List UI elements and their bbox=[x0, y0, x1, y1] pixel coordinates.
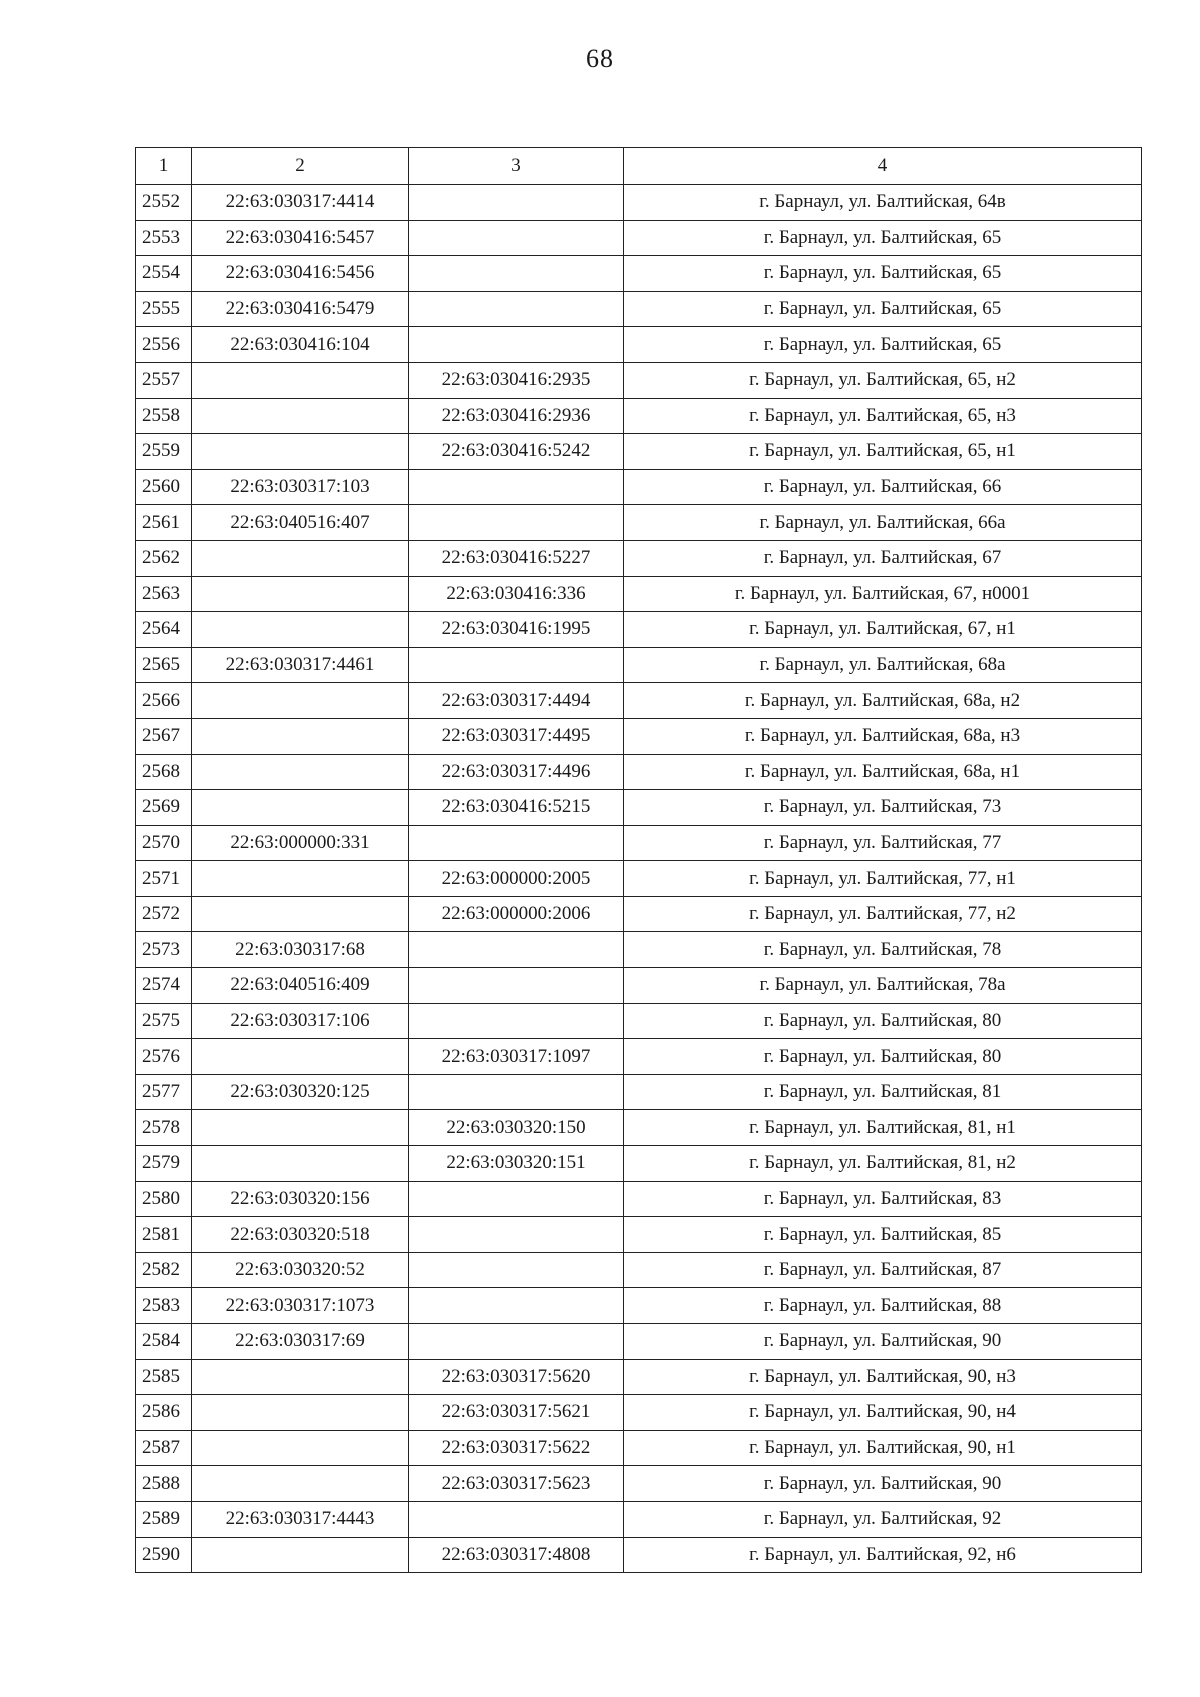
address-cell: г. Барнаул, ул. Балтийская, 90, н3 bbox=[624, 1359, 1142, 1395]
row-number-cell: 2566 bbox=[136, 683, 192, 719]
address-cell: г. Барнаул, ул. Балтийская, 87 bbox=[624, 1252, 1142, 1288]
page-number: 68 bbox=[586, 44, 614, 73]
cadastral-number-secondary-cell bbox=[409, 647, 624, 683]
cadastral-number-secondary-cell: 22:63:030416:2936 bbox=[409, 398, 624, 434]
cadastral-number-secondary-cell bbox=[409, 825, 624, 861]
cadastral-number-secondary-cell bbox=[409, 968, 624, 1004]
row-number-cell: 2561 bbox=[136, 505, 192, 541]
row-number-cell: 2569 bbox=[136, 790, 192, 826]
table-row bbox=[136, 398, 1142, 434]
cadastral-number-cell bbox=[192, 1466, 409, 1502]
address-cell: г. Барнаул, ул. Балтийская, 77 bbox=[624, 825, 1142, 861]
cadastral-number-cell bbox=[192, 1110, 409, 1146]
cadastral-number-cell bbox=[192, 398, 409, 434]
address-cell: г. Барнаул, ул. Балтийская, 65 bbox=[624, 256, 1142, 292]
table-row bbox=[136, 576, 1142, 612]
cadastral-number-cell bbox=[192, 790, 409, 826]
address-cell: г. Барнаул, ул. Балтийская, 78а bbox=[624, 968, 1142, 1004]
cadastral-number-cell bbox=[192, 718, 409, 754]
cadastral-number-secondary-cell: 22:63:030317:1097 bbox=[409, 1039, 624, 1075]
table-row bbox=[136, 1395, 1142, 1431]
cadastral-number-cell: 22:63:030416:104 bbox=[192, 327, 409, 363]
row-number-cell: 2568 bbox=[136, 754, 192, 790]
row-number-cell: 2572 bbox=[136, 896, 192, 932]
row-number-cell: 2585 bbox=[136, 1359, 192, 1395]
cadastral-number-cell bbox=[192, 683, 409, 719]
cadastral-number-secondary-cell bbox=[409, 1003, 624, 1039]
cadastral-number-secondary-cell bbox=[409, 1252, 624, 1288]
row-number-cell: 2559 bbox=[136, 434, 192, 470]
address-cell: г. Барнаул, ул. Балтийская, 77, н1 bbox=[624, 861, 1142, 897]
cadastral-number-cell bbox=[192, 362, 409, 398]
row-number-cell: 2580 bbox=[136, 1181, 192, 1217]
address-cell: г. Барнаул, ул. Балтийская, 65, н2 bbox=[624, 362, 1142, 398]
cadastral-number-cell: 22:63:030317:106 bbox=[192, 1003, 409, 1039]
row-number-cell: 2578 bbox=[136, 1110, 192, 1146]
table-row bbox=[136, 469, 1142, 505]
cadastral-number-cell: 22:63:030320:125 bbox=[192, 1074, 409, 1110]
table-row bbox=[136, 1430, 1142, 1466]
cadastral-number-cell: 22:63:030317:69 bbox=[192, 1324, 409, 1360]
cadastral-number-secondary-cell bbox=[409, 1217, 624, 1253]
table-row bbox=[136, 896, 1142, 932]
row-number-cell: 2584 bbox=[136, 1324, 192, 1360]
cadastral-number-secondary-cell: 22:63:030416:336 bbox=[409, 576, 624, 612]
cadastral-number-cell bbox=[192, 1430, 409, 1466]
table-row bbox=[136, 861, 1142, 897]
table-row bbox=[136, 1466, 1142, 1502]
cadastral-number-cell: 22:63:030320:156 bbox=[192, 1181, 409, 1217]
cadastral-number-cell: 22:63:030317:68 bbox=[192, 932, 409, 968]
table-row bbox=[136, 1217, 1142, 1253]
cadastral-number-secondary-cell: 22:63:030416:5227 bbox=[409, 540, 624, 576]
cadastral-number-cell: 22:63:030317:103 bbox=[192, 469, 409, 505]
address-cell: г. Барнаул, ул. Балтийская, 78 bbox=[624, 932, 1142, 968]
row-number-cell: 2586 bbox=[136, 1395, 192, 1431]
cadastral-number-secondary-cell bbox=[409, 1324, 624, 1360]
table-row bbox=[136, 1537, 1142, 1573]
table-row bbox=[136, 362, 1142, 398]
cadastral-number-cell bbox=[192, 1359, 409, 1395]
address-cell: г. Барнаул, ул. Балтийская, 81 bbox=[624, 1074, 1142, 1110]
table-row bbox=[136, 505, 1142, 541]
row-number-cell: 2552 bbox=[136, 185, 192, 221]
table-row bbox=[136, 754, 1142, 790]
row-number-cell: 2573 bbox=[136, 932, 192, 968]
cadastral-number-cell bbox=[192, 861, 409, 897]
document-table bbox=[135, 147, 1142, 1573]
cadastral-number-cell bbox=[192, 434, 409, 470]
table-row bbox=[136, 1359, 1142, 1395]
cadastral-number-secondary-cell: 22:63:030317:5623 bbox=[409, 1466, 624, 1502]
address-cell: г. Барнаул, ул. Балтийская, 65, н3 bbox=[624, 398, 1142, 434]
row-number-cell: 2556 bbox=[136, 327, 192, 363]
cadastral-number-secondary-cell bbox=[409, 256, 624, 292]
row-number-cell: 2564 bbox=[136, 612, 192, 648]
cadastral-number-secondary-cell: 22:63:030317:4496 bbox=[409, 754, 624, 790]
cadastral-number-cell: 22:63:030317:4443 bbox=[192, 1501, 409, 1537]
cadastral-number-cell: 22:63:030317:1073 bbox=[192, 1288, 409, 1324]
address-cell: г. Барнаул, ул. Балтийская, 68а, н1 bbox=[624, 754, 1142, 790]
cadastral-number-cell bbox=[192, 1395, 409, 1431]
cadastral-number-cell: 22:63:030416:5479 bbox=[192, 291, 409, 327]
row-number-cell: 2587 bbox=[136, 1430, 192, 1466]
table-row bbox=[136, 932, 1142, 968]
table-row bbox=[136, 1003, 1142, 1039]
table-row bbox=[136, 1181, 1142, 1217]
cadastral-number-secondary-cell: 22:63:030317:5621 bbox=[409, 1395, 624, 1431]
address-cell: г. Барнаул, ул. Балтийская, 66а bbox=[624, 505, 1142, 541]
address-cell: г. Барнаул, ул. Балтийская, 90, н1 bbox=[624, 1430, 1142, 1466]
row-number-cell: 2571 bbox=[136, 861, 192, 897]
table-row bbox=[136, 647, 1142, 683]
cadastral-number-cell bbox=[192, 1039, 409, 1075]
cadastral-number-secondary-cell: 22:63:000000:2005 bbox=[409, 861, 624, 897]
address-cell: г. Барнаул, ул. Балтийская, 81, н2 bbox=[624, 1146, 1142, 1182]
address-cell: г. Барнаул, ул. Балтийская, 68а bbox=[624, 647, 1142, 683]
table-row bbox=[136, 540, 1142, 576]
cadastral-number-secondary-cell bbox=[409, 1181, 624, 1217]
table-body bbox=[136, 185, 1142, 1573]
table-header-row bbox=[136, 148, 1142, 185]
table-row bbox=[136, 1324, 1142, 1360]
cadastral-number-secondary-cell: 22:63:030320:151 bbox=[409, 1146, 624, 1182]
cadastral-number-cell bbox=[192, 1537, 409, 1573]
table-row bbox=[136, 790, 1142, 826]
cadastral-number-cell: 22:63:030320:518 bbox=[192, 1217, 409, 1253]
cadastral-number-secondary-cell bbox=[409, 327, 624, 363]
cadastral-number-cell bbox=[192, 612, 409, 648]
row-number-cell: 2590 bbox=[136, 1537, 192, 1573]
cadastral-number-cell: 22:63:030416:5457 bbox=[192, 220, 409, 256]
cadastral-number-secondary-cell: 22:63:030320:150 bbox=[409, 1110, 624, 1146]
table-row bbox=[136, 1146, 1142, 1182]
table-row bbox=[136, 612, 1142, 648]
cadastral-number-secondary-cell bbox=[409, 1501, 624, 1537]
row-number-cell: 2577 bbox=[136, 1074, 192, 1110]
address-cell: г. Барнаул, ул. Балтийская, 80 bbox=[624, 1039, 1142, 1075]
cadastral-number-secondary-cell: 22:63:030317:4494 bbox=[409, 683, 624, 719]
row-number-cell: 2555 bbox=[136, 291, 192, 327]
address-cell: г. Барнаул, ул. Балтийская, 81, н1 bbox=[624, 1110, 1142, 1146]
address-cell: г. Барнаул, ул. Балтийская, 66 bbox=[624, 469, 1142, 505]
table-row bbox=[136, 220, 1142, 256]
cadastral-number-secondary-cell: 22:63:030317:4495 bbox=[409, 718, 624, 754]
cadastral-number-cell bbox=[192, 576, 409, 612]
table-row bbox=[136, 1074, 1142, 1110]
column-header-3: 3 bbox=[409, 148, 624, 185]
cadastral-number-secondary-cell bbox=[409, 220, 624, 256]
table-row bbox=[136, 718, 1142, 754]
cadastral-number-cell: 22:63:040516:407 bbox=[192, 505, 409, 541]
cadastral-number-secondary-cell: 22:63:030416:5242 bbox=[409, 434, 624, 470]
cadastral-number-cell: 22:63:030317:4414 bbox=[192, 185, 409, 221]
address-cell: г. Барнаул, ул. Балтийская, 92, н6 bbox=[624, 1537, 1142, 1573]
cadastral-number-secondary-cell bbox=[409, 185, 624, 221]
row-number-cell: 2565 bbox=[136, 647, 192, 683]
row-number-cell: 2558 bbox=[136, 398, 192, 434]
cadastral-number-secondary-cell: 22:63:030317:4808 bbox=[409, 1537, 624, 1573]
cadastral-number-secondary-cell bbox=[409, 1074, 624, 1110]
table-row bbox=[136, 1039, 1142, 1075]
row-number-cell: 2563 bbox=[136, 576, 192, 612]
row-number-cell: 2557 bbox=[136, 362, 192, 398]
column-header-4: 4 bbox=[624, 148, 1142, 185]
address-cell: г. Барнаул, ул. Балтийская, 92 bbox=[624, 1501, 1142, 1537]
row-number-cell: 2582 bbox=[136, 1252, 192, 1288]
row-number-cell: 2588 bbox=[136, 1466, 192, 1502]
row-number-cell: 2583 bbox=[136, 1288, 192, 1324]
cadastral-number-secondary-cell: 22:63:030317:5622 bbox=[409, 1430, 624, 1466]
cadastral-number-secondary-cell bbox=[409, 1288, 624, 1324]
table-row bbox=[136, 968, 1142, 1004]
row-number-cell: 2579 bbox=[136, 1146, 192, 1182]
table-row bbox=[136, 434, 1142, 470]
address-cell: г. Барнаул, ул. Балтийская, 90 bbox=[624, 1324, 1142, 1360]
address-cell: г. Барнаул, ул. Балтийская, 68а, н2 bbox=[624, 683, 1142, 719]
cadastral-number-cell: 22:63:030416:5456 bbox=[192, 256, 409, 292]
row-number-cell: 2570 bbox=[136, 825, 192, 861]
row-number-cell: 2554 bbox=[136, 256, 192, 292]
address-cell: г. Барнаул, ул. Балтийская, 65 bbox=[624, 327, 1142, 363]
address-cell: г. Барнаул, ул. Балтийская, 65 bbox=[624, 291, 1142, 327]
address-cell: г. Барнаул, ул. Балтийская, 68а, н3 bbox=[624, 718, 1142, 754]
table-row bbox=[136, 683, 1142, 719]
address-cell: г. Барнаул, ул. Балтийская, 65, н1 bbox=[624, 434, 1142, 470]
row-number-cell: 2553 bbox=[136, 220, 192, 256]
cadastral-number-cell: 22:63:030317:4461 bbox=[192, 647, 409, 683]
address-cell: г. Барнаул, ул. Балтийская, 73 bbox=[624, 790, 1142, 826]
row-number-cell: 2562 bbox=[136, 540, 192, 576]
address-cell: г. Барнаул, ул. Балтийская, 85 bbox=[624, 1217, 1142, 1253]
cadastral-number-cell: 22:63:040516:409 bbox=[192, 968, 409, 1004]
address-cell: г. Барнаул, ул. Балтийская, 83 bbox=[624, 1181, 1142, 1217]
address-cell: г. Барнаул, ул. Балтийская, 67 bbox=[624, 540, 1142, 576]
cadastral-number-cell bbox=[192, 1146, 409, 1182]
table-row bbox=[136, 1501, 1142, 1537]
address-cell: г. Барнаул, ул. Балтийская, 65 bbox=[624, 220, 1142, 256]
address-cell: г. Барнаул, ул. Балтийская, 67, н0001 bbox=[624, 576, 1142, 612]
cadastral-number-cell bbox=[192, 754, 409, 790]
table-row bbox=[136, 1252, 1142, 1288]
table-row bbox=[136, 185, 1142, 221]
table-row bbox=[136, 256, 1142, 292]
cadastral-number-cell: 22:63:030320:52 bbox=[192, 1252, 409, 1288]
address-cell: г. Барнаул, ул. Балтийская, 67, н1 bbox=[624, 612, 1142, 648]
cadastral-number-secondary-cell: 22:63:000000:2006 bbox=[409, 896, 624, 932]
cadastral-number-secondary-cell bbox=[409, 505, 624, 541]
address-cell: г. Барнаул, ул. Балтийская, 77, н2 bbox=[624, 896, 1142, 932]
row-number-cell: 2567 bbox=[136, 718, 192, 754]
cadastral-number-secondary-cell bbox=[409, 932, 624, 968]
cadastral-number-secondary-cell bbox=[409, 291, 624, 327]
address-cell: г. Барнаул, ул. Балтийская, 90, н4 bbox=[624, 1395, 1142, 1431]
address-cell: г. Барнаул, ул. Балтийская, 88 bbox=[624, 1288, 1142, 1324]
column-header-1: 1 bbox=[136, 148, 192, 185]
table-row bbox=[136, 1288, 1142, 1324]
cadastral-number-cell bbox=[192, 540, 409, 576]
cadastral-number-secondary-cell: 22:63:030416:1995 bbox=[409, 612, 624, 648]
cadastral-number-secondary-cell: 22:63:030416:2935 bbox=[409, 362, 624, 398]
table-row bbox=[136, 825, 1142, 861]
table-row bbox=[136, 1110, 1142, 1146]
table-row bbox=[136, 291, 1142, 327]
cadastral-number-secondary-cell: 22:63:030416:5215 bbox=[409, 790, 624, 826]
cadastral-number-cell bbox=[192, 896, 409, 932]
row-number-cell: 2574 bbox=[136, 968, 192, 1004]
row-number-cell: 2581 bbox=[136, 1217, 192, 1253]
address-cell: г. Барнаул, ул. Балтийская, 90 bbox=[624, 1466, 1142, 1502]
address-cell: г. Барнаул, ул. Балтийская, 64в bbox=[624, 185, 1142, 221]
table-row bbox=[136, 327, 1142, 363]
row-number-cell: 2575 bbox=[136, 1003, 192, 1039]
row-number-cell: 2560 bbox=[136, 469, 192, 505]
cadastral-number-cell: 22:63:000000:331 bbox=[192, 825, 409, 861]
cadastral-number-secondary-cell bbox=[409, 469, 624, 505]
row-number-cell: 2589 bbox=[136, 1501, 192, 1537]
row-number-cell: 2576 bbox=[136, 1039, 192, 1075]
address-cell: г. Барнаул, ул. Балтийская, 80 bbox=[624, 1003, 1142, 1039]
cadastral-number-secondary-cell: 22:63:030317:5620 bbox=[409, 1359, 624, 1395]
column-header-2: 2 bbox=[192, 148, 409, 185]
